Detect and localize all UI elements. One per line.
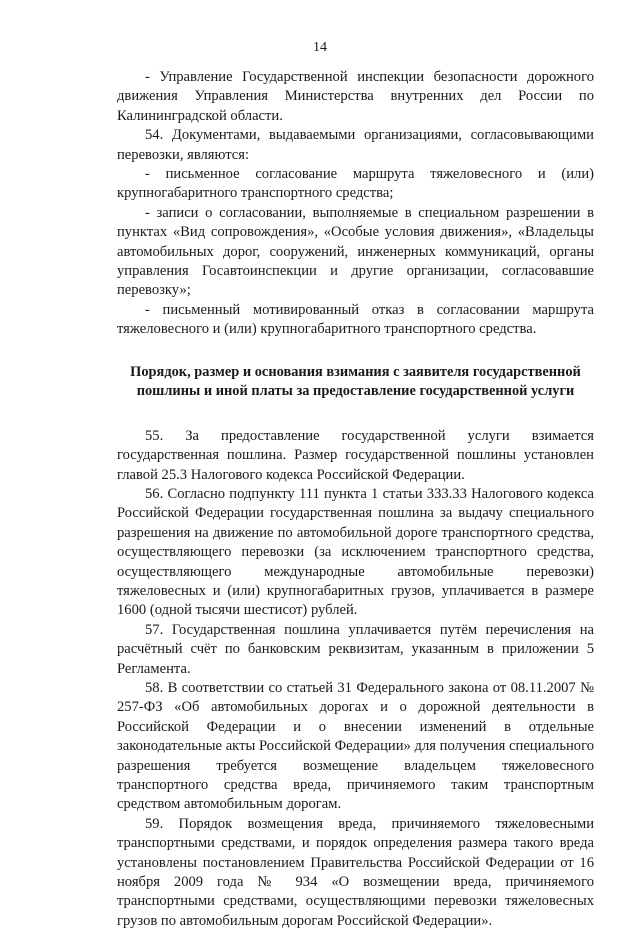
list-item-written-refusal: - письменный мотивированный отказ в согласовании маршрута тяжеловесного и (или) крупногабаритного транспортного средства. [117, 301, 594, 338]
paragraph-59: 59. Порядок возмещения вреда, причиняемого тяжеловесными транспортными средствами, и порядок определения размера такого вреда установлены постановлением Правительства Российской Федерации от 16 ноября 2009 года № 934 «О возмещении вреда, причиняемого транспортными средствами, осуществляющими перевозки тяжеловесных грузов по автомобильным дорогам Российской Федерации». [117, 815, 594, 929]
list-item-written-approval: - письменное согласование маршрута тяжеловесного и (или) крупногабаритного транспортного средства; [117, 166, 594, 202]
section-heading: Порядок, размер и основания взимания с заявителя государственной пошлины и иной платы за предоставление государственной услуги [130, 363, 581, 399]
page-content [117, 68, 594, 931]
paragraph-gibdd-item: - Управление Государственной инспекции безопасности дорожного движения Управления Министерства внутренних дел России по Калининградской области. [117, 69, 594, 124]
paragraph-57: 57. Государственная пошлина уплачивается путём перечисления на расчётный счёт по банковским реквизитам, указанным в приложении 5 Регламента. [117, 621, 594, 677]
paragraph-56: 56. Согласно подпункту 111 пункта 1 статьи 333.33 Налогового кодекса Российской Федерации государственная пошлина за выдачу специального разрешения на движение по автомобильной дороге транспортного средства, осуществляющего перевозки (за исключением транспортного средства, осуществляющего международные автомобильные перевозки) тяжеловесных и (или) крупногабаритных грузов, уплачивается в размере 1600 (одной тысячи шестисот) рублей. [117, 485, 594, 619]
paragraph-54: 54. Документами, выдаваемыми организациями, согласовывающими перевозки, являются: [117, 127, 594, 163]
list-item-approval-records: - записи о согласовании, выполняемые в специальном разрешении в пунктах «Вид сопровождения», «Особые условия движения», «Владельцы автомобильных дорог, сооружений, инженерных коммуникаций, органы управления Госавтоинспекции и другие организации, согласовавшие перевозку»; [117, 204, 594, 299]
paragraph-58: 58. В соответствии со статьей 31 Федерального закона от 08.11.2007 № 257-ФЗ «Об автомобильных дорогах и о дорожной деятельности в Российской Федерации и о внесении изменений в отдельные законодательные акты Российской Федерации» для получения специального разрешения требуется возмещение владельцем тяжеловесного транспортного средства вреда, причиняемого таким транспортным средством автомобильным дорогам. [117, 679, 594, 813]
paragraph-55: 55. За предоставление государственной услуги взимается государственная пошлина. Размер государственной пошлины установлен главой 25.3 Налогового кодекса Российской Федерации. [117, 427, 594, 483]
page-number: 14 [313, 40, 327, 55]
